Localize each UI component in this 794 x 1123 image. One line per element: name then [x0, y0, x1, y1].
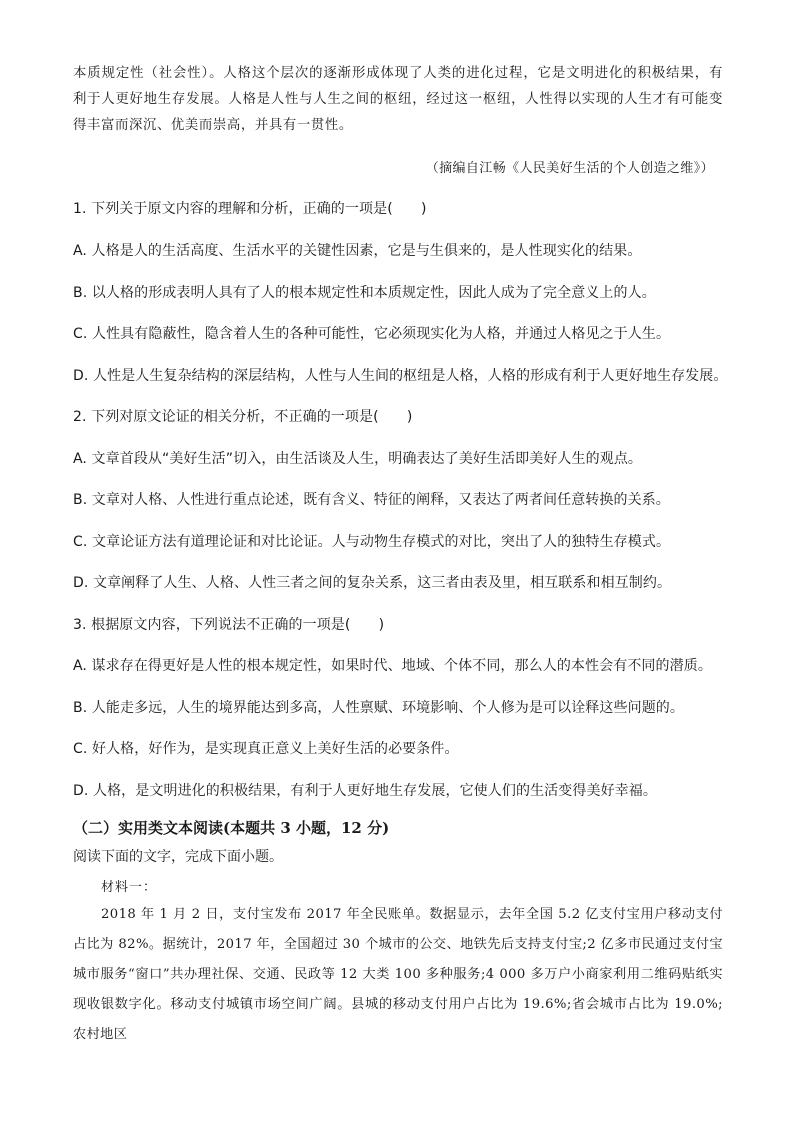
- source-note: （摘编自江畅《人民美好生活的个人创造之维》）: [425, 161, 714, 176]
- question-2-option-a: A. 文章首段从“美好生活”切入，由生活谈及人生，明确表达了美好生活即美好人生的观点。: [73, 451, 643, 467]
- question-2-stem: 2. 下列对原文论证的相关分析，不正确的一项是( ): [73, 409, 413, 425]
- question-1-option-b: B. 以人格的形成表明人具有了人的根本规定性和本质规定性，因此人成为了完全意义上的人。: [73, 285, 656, 301]
- question-3-option-b: B. 人能走多远，人生的境界能达到多高，人性禀赋、环境影响、个人修为是可以诠释这些问题的。: [73, 700, 685, 716]
- question-3-stem: 3. 根据原文内容，下列说法不正确的一项是( ): [73, 617, 385, 633]
- question-3-option-a: A. 谋求存在得更好是人性的根本规定性，如果时代、地域、个体不同，那么人的本性会有不同的潜质。: [73, 658, 712, 674]
- question-3-option-d: D. 人格，是文明进化的积极结果，有利于人更好地生存发展，它使人们的生活变得美好幸福。: [73, 783, 657, 799]
- question-1-option-d: D. 人性是人生复杂结构的深层结构，人性与人生间的枢纽是人格，人格的形成有利于人更好地生存发展。: [73, 368, 728, 384]
- question-2-option-b: B. 文章对人格、人性进行重点论述，既有含义、特征的阐释，又表达了两者间任意转换的关系。: [73, 492, 670, 508]
- material-label: 材料一：: [101, 880, 158, 895]
- intro-paragraph: 本质规定性（社会性）。人格这个层次的逐渐形成体现了人类的进化过程，它是文明进化的积极结果，有利于人更好地生存发展。人格是人性与人生之间的枢纽，经过这一枢纽，人性得以实现的人生才有可能变得丰富而深沉、优美而崇高，并具有一贯性。: [73, 66, 723, 133]
- material-paragraph: 2018 年 1 月 2 日，支付宝发布 2017 年全民账单。数据显示，去年全国 5.2 亿支付宝用户移动支付占比为 82%。据统计，2017 年，全国超过 30 个城市的公交、地铁先后支持支付宝;2 亿多市民通过支付宝城市服务“窗口”共办理社保、交通、民政等 12 大类 100 多种服务;4 000 多万户小商家利用二维码贴纸实现收银数字化。移动支付城镇市场空间广阔。县城的移动支付用户占比为 19.6%;省会城市占比为 19.0%;农村地区: [73, 907, 723, 1042]
- section-heading: （二）实用类文本阅读(本题共 3 小题，12 分): [73, 819, 390, 837]
- question-3-option-c: C. 好人格，好作为，是实现真正意义上美好生活的必要条件。: [73, 741, 459, 757]
- question-2-option-d: D. 文章阐释了人生、人格、人性三者之间的复杂关系，这三者由表及里，相互联系和相互制约。: [73, 575, 672, 591]
- question-2-option-c: C. 文章论证方法有道理论证和对比论证。人与动物生存模式的对比，突出了人的独特生存模式。: [73, 534, 671, 550]
- question-1-option-a: A. 人格是人的生活高度、生活水平的关键性因素，它是与生俱来的，是人性现实化的结果。: [73, 243, 642, 259]
- section-instruction: 阅读下面的文字，完成下面小题。: [73, 849, 283, 865]
- question-1-option-c: C. 人性具有隐蔽性，隐含着人生的各种可能性，它必须现实化为人格，并通过人格见之于人生。: [73, 326, 671, 342]
- question-1-stem: 1. 下列关于原文内容的理解和分析，正确的一项是( ): [73, 201, 427, 217]
